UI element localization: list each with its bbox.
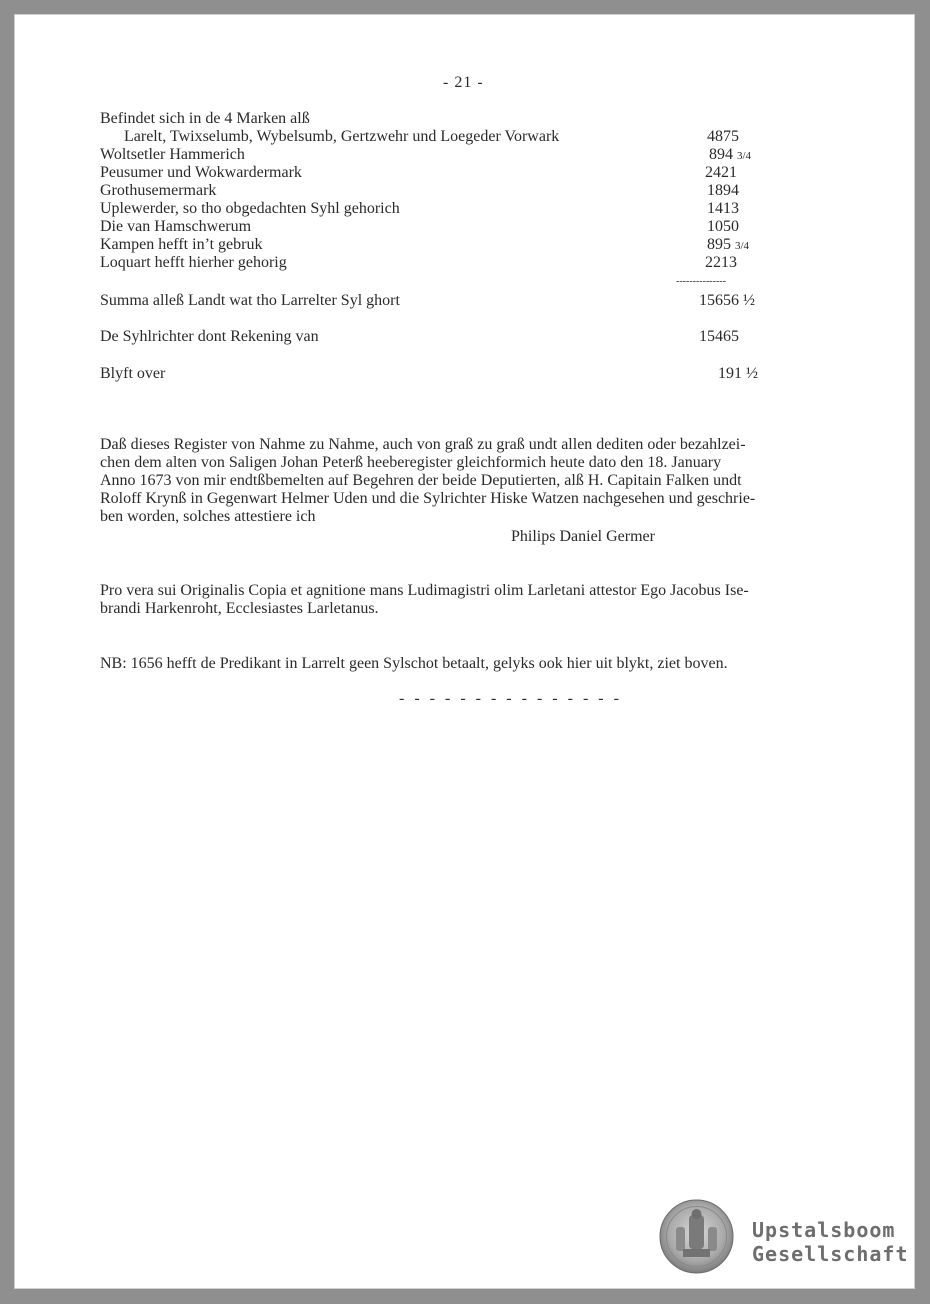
blyft-label: Blyft over [100,365,166,382]
latin-line: brandi Harkenroht, Ecclesiastes Larletanus. [100,600,379,617]
entry-label: Loquart hefft hierher gehorig [100,254,287,271]
blyft-value: 191 ½ [718,365,758,382]
summa-value: 15656 ½ [699,292,755,309]
entry-value: 2213 [705,254,737,271]
entry-value: 1894 [707,182,739,199]
entry-label: Grothusemermark [100,182,217,199]
seal-logo-icon [659,1199,734,1274]
entry-fraction: 3/4 [735,240,750,252]
attestation-line: ben worden, solches attestiere ich [100,508,316,525]
entry-value: 1050 [707,218,739,235]
end-dashes: - - - - - - - - - - - - - - - [399,690,622,707]
latin-line: Pro vera sui Originalis Copia et agnitione mans Ludimagistri olim Larletani attestor Ego Jacobus Ise- [100,582,749,599]
attestation-line: Anno 1673 von mir endtßbemelten auf Begehren der beide Deputierten, alß H. Capitain Falken undt [100,472,742,489]
attestation-paragraph [100,436,862,526]
sum-separator: --------------- [676,276,726,287]
entry-fraction: 3/4 [737,150,752,162]
entry-label: Uplewerder, so tho obgedachten Syhl gehorich [100,200,400,217]
entry-label: Peusumer und Wokwardermark [100,164,302,181]
signature: Philips Daniel Germer [511,528,655,545]
attestation-line: chen dem alten von Saligen Johan Peterß heeberegister gleichformich heute dato den 18. January [100,454,722,471]
nb-note: NB: 1656 hefft de Predikant in Larrelt geen Sylschot betaalt, gelyks ook hier uit blykt, ziet boven. [100,655,728,672]
page-number: - 21 - [443,74,484,91]
logo-text-line2: Gesellschaft [752,1242,909,1266]
entry-value: 894 3/4 [709,146,752,163]
rekening-label: De Syhlrichter dont Rekening van [100,328,319,345]
rekening-value: 15465 [699,328,739,345]
latin-paragraph [100,582,862,618]
entry-label: Larelt, Twixselumb, Wybelsumb, Gertzwehr und Loegeder Vorwark [124,128,560,145]
entry-value: 895 3/4 [707,236,750,253]
entry-label: Woltsetler Hammerich [100,146,245,163]
attestation-line: Roloff Krynß in Gegenwart Helmer Uden und die Sylrichter Hiske Watzen nachgesehen und geschrie- [100,490,756,507]
entry-label: Kampen hefft in’t gebruk [100,236,263,253]
attestation-line: Daß dieses Register von Nahme zu Nahme, auch von graß zu graß undt allen dediten oder bezahlzei- [100,436,746,453]
logo-text-line1: Upstalsboom [752,1218,896,1242]
intro-line: Befindet sich in de 4 Marken alß [100,110,310,127]
summa-label: Summa alleß Landt wat tho Larrelter Syl ghort [100,292,400,309]
entry-value: 1413 [707,200,739,217]
entry-label: Die van Hamschwerum [100,218,252,235]
entry-value: 2421 [705,164,737,181]
entry-value: 4875 [707,128,739,145]
